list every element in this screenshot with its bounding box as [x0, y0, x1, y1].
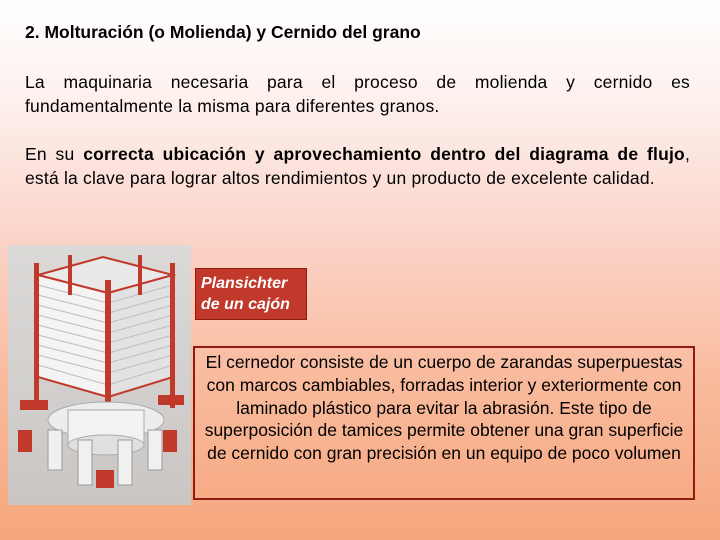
label-line-2: de un cajón	[201, 296, 290, 313]
flow-diagram-paragraph	[25, 142, 690, 190]
intro-paragraph: La maquinaria necesaria para el proceso de molienda y cernido es fundamentalmente la misma para diferentes granos.	[25, 72, 690, 116]
plansichter-machine-illustration	[8, 245, 191, 505]
paragraph-text: , está la clave para lograr altos rendimientos y un producto de excelente calidad.	[25, 144, 690, 188]
plansichter-photo	[8, 245, 191, 505]
sifter-description-box: El cernedor consiste de un cuerpo de zarandas superpuestas con marcos cambiables, forradas interior y exteriormente con laminado plástico para evitar la abrasión. Este tipo de superposición de tamices permite obtener una gran superficie de cernido con gran precisión en un equipo de poco volumen	[193, 346, 695, 500]
slide-title: 2. Molturación (o Molienda) y Cernido del grano	[25, 22, 421, 42]
label-line-1: Plansichter	[201, 275, 288, 292]
plansichter-label	[195, 268, 307, 320]
paragraph-text: En su	[25, 144, 84, 164]
paragraph-bold-text: correcta ubicación y aprovechamiento dentro del diagrama de flujo	[83, 144, 685, 164]
